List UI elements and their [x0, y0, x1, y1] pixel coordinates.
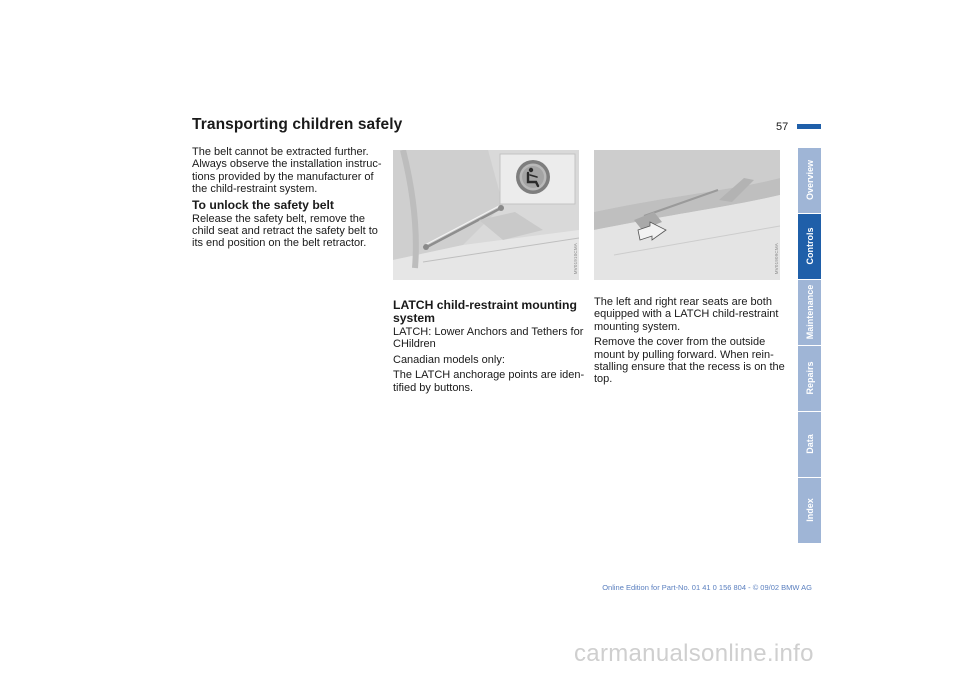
latch-definition: LATCH: Lower Anchors and Tethers for CHildren [393, 326, 584, 351]
tab-data[interactable] [798, 412, 821, 477]
text-column-3 [594, 296, 786, 389]
rear-seats-paragraph: The left and right rear seats are both equipped with a LATCH child-restraint mounting system. [594, 296, 779, 333]
text-column-2 [393, 296, 585, 397]
tab-label: Maintenance [804, 284, 815, 340]
figure-code: MV01909CMA [774, 242, 779, 274]
tab-label: Index [804, 498, 815, 523]
page-number: 57 [776, 121, 789, 133]
chapter-tabs [798, 148, 821, 544]
tab-label: Repairs [804, 361, 815, 395]
page-title: Transporting children safely [192, 116, 403, 133]
canadian-models-note: Canadian models only: [393, 353, 505, 366]
footer-edition-note: Online Edition for Part-No. 01 41 0 156 804 - © 09/02 BMW AG [602, 583, 812, 592]
tab-maintenance[interactable] [798, 280, 821, 345]
latch-button-figure [393, 150, 579, 280]
tab-label: Overview [804, 160, 815, 201]
figure-code: MV01910CMA [573, 242, 578, 274]
tab-controls[interactable] [798, 214, 821, 279]
unlock-belt-paragraph: Release the safety belt, remove the child seat and retract the safety belt to its end position on the belt retractor. [192, 212, 378, 250]
page-number-bar [797, 124, 821, 129]
seat-illustration-2 [594, 150, 780, 280]
tab-index[interactable] [798, 478, 821, 543]
watermark: carmanualsonline.info [574, 640, 814, 667]
seat-illustration-1 [393, 150, 579, 280]
tab-label: Controls [804, 227, 815, 265]
tab-label: Data [804, 434, 815, 455]
unlock-belt-heading: To unlock the safety belt [192, 197, 334, 212]
latch-cover-figure [594, 150, 780, 280]
latch-anchorage-paragraph: The LATCH anchorage points are iden-tified by buttons. [393, 369, 585, 394]
tab-overview[interactable] [798, 148, 821, 213]
tab-repairs[interactable] [798, 346, 821, 411]
remove-cover-paragraph: Remove the cover from the outside mount by pulling forward. When rein-stalling ensure that the recess is on the top. [594, 336, 785, 386]
latch-heading: LATCH child-restraint mounting system [393, 298, 577, 325]
text-column-1 [192, 146, 388, 253]
child-seat-anchor-icon [515, 159, 551, 195]
belt-paragraph: The belt cannot be extracted further. Always observe the installation instruc-tions provided by the manufacturer of the child-restraint system. [192, 146, 382, 196]
